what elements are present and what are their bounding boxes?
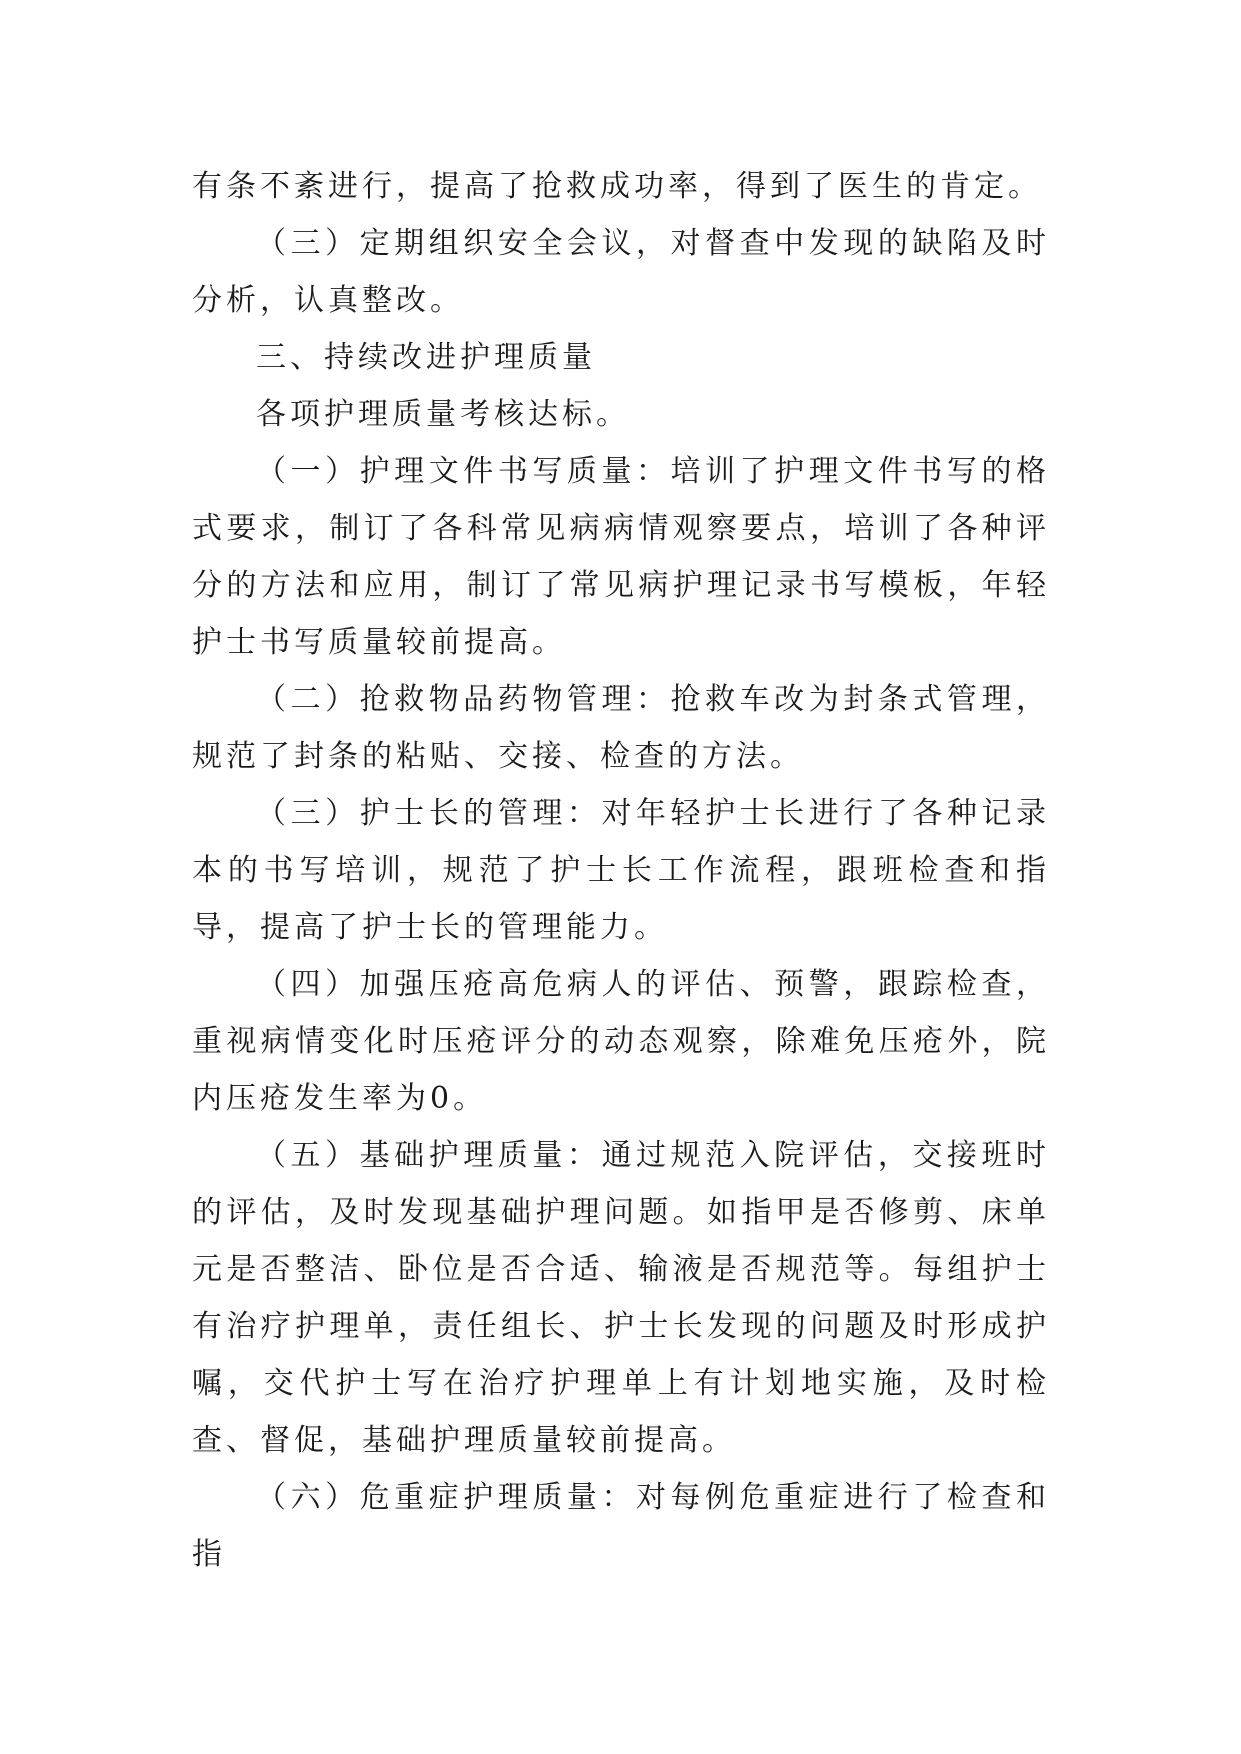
paragraph-safety-meeting: （三）定期组织安全会议，对督查中发现的缺陷及时分析，认真整改。	[192, 226, 1050, 318]
paragraph-critical-care: （六）危重症护理质量：对每例危重症进行了检查和指	[192, 1480, 1050, 1572]
paragraph-pressure-ulcer: （四）加强压疮高危病人的评估、预警，跟踪检查，重视病情变化时压疮评分的动态观察，除难免压疮外，院内压疮发生率为0。	[192, 967, 1050, 1116]
paragraph-quality-summary: 各项护理质量考核达标。	[256, 397, 630, 432]
paragraph-basic-nursing: （五）基础护理质量：通过规范入院评估，交接班时的评估，及时发现基础护理问题。如指甲是否修剪、床单元是否整洁、卧位是否合适、输液是否规范等。每组护士有治疗护理单，责任组长、护士长发现的问题及时形成护嘱，交代护士写在治疗护理单上有计划地实施，及时检查、督促，基础护理质量较前提高。	[192, 1138, 1050, 1458]
paragraph-head-nurse-management: （三）护士长的管理：对年轻护士长进行了各种记录本的书写培训，规范了护士长工作流程，跟班检查和指导，提高了护士长的管理能力。	[192, 796, 1050, 945]
section-heading: 三、持续改进护理质量	[256, 340, 596, 375]
paragraph-documentation-quality: （一）护理文件书写质量：培训了护理文件书写的格式要求，制订了各科常见病病情观察要点，培训了各种评分的方法和应用，制订了常见病护理记录书写模板，年轻护士书写质量较前提高。	[192, 454, 1050, 660]
paragraph-continuation: 有条不紊进行，提高了抢救成功率，得到了医生的肯定。	[192, 169, 1042, 204]
document-body	[192, 158, 1050, 1583]
paragraph-rescue-supplies: （二）抢救物品药物管理：抢救车改为封条式管理，规范了封条的粘贴、交接、检查的方法。	[192, 682, 1050, 774]
